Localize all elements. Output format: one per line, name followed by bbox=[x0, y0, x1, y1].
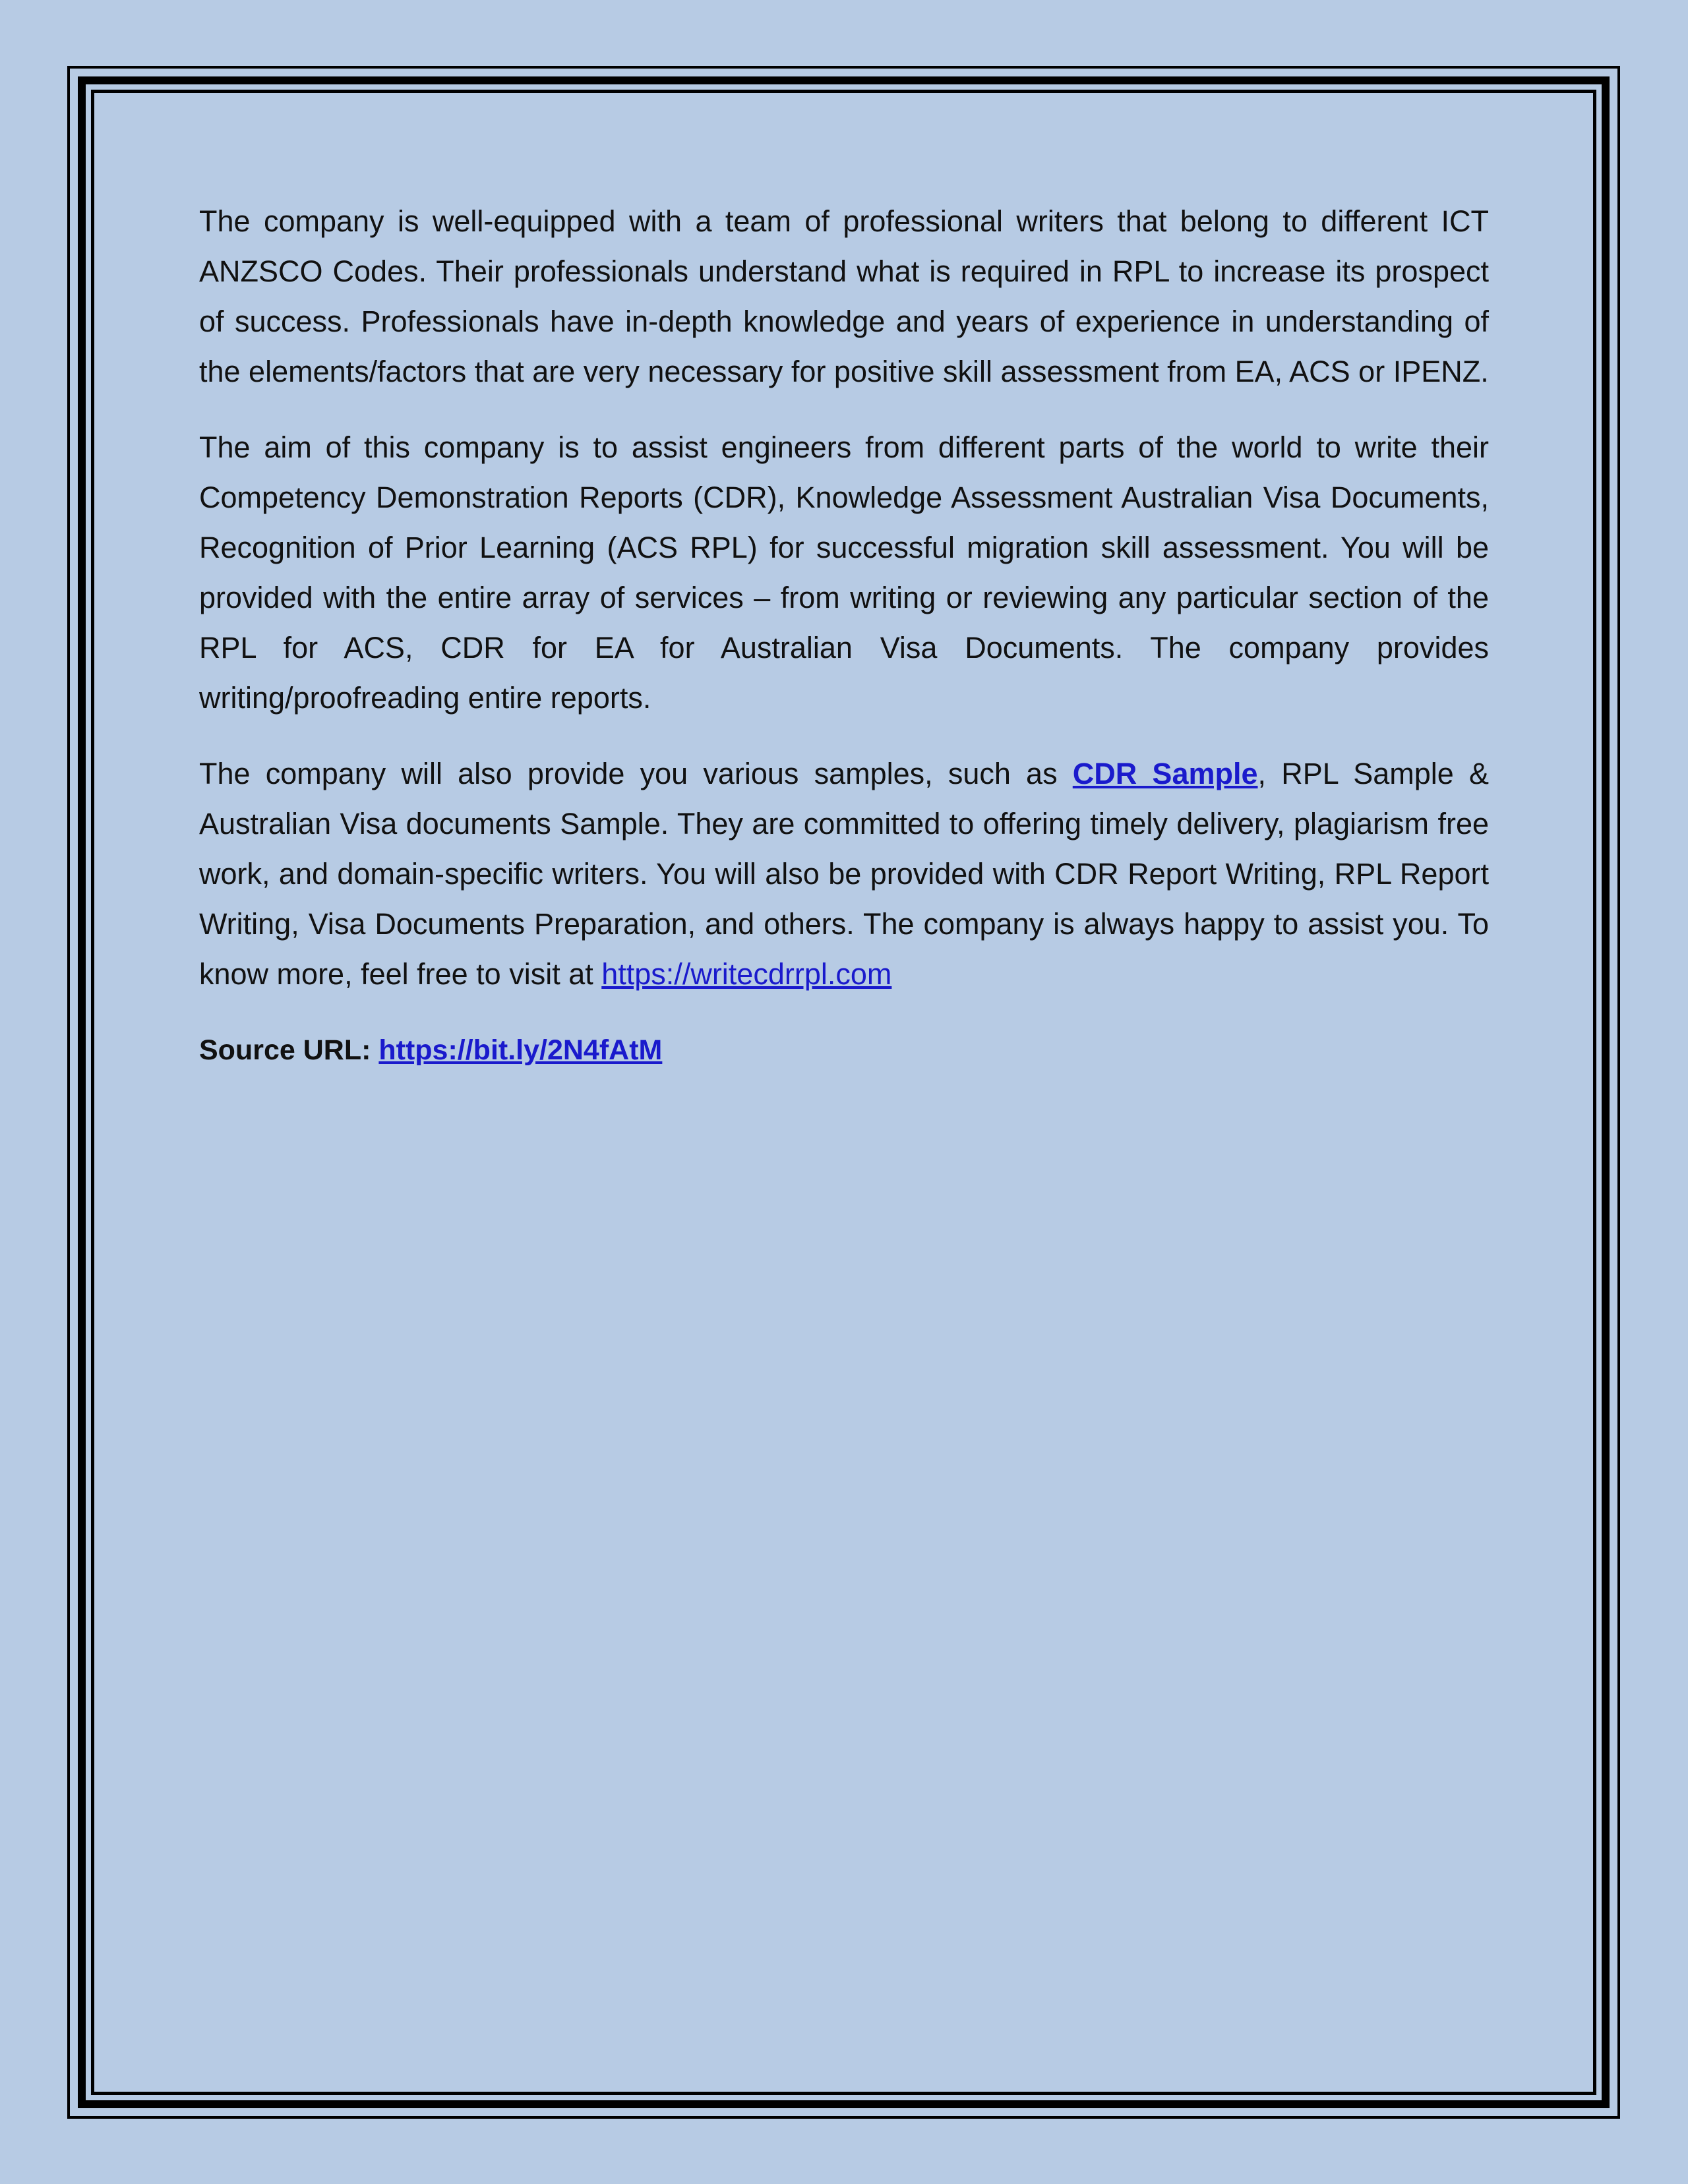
paragraph-company-overview: The company is well-equipped with a team of professional writers that belong to different ICT ANZSCO Codes. Their professionals understand what is required in RPL to increase its prospect of success. Professionals have in-depth knowledge and years of experience in understanding of the elements/factors that are very necessary for positive skill assessment from EA, ACS or IPENZ. bbox=[199, 204, 1489, 388]
paragraph-samples-text-end: , RPL Sample & Australian Visa documents Sample. They are committed to offering timely delivery, plagiarism free work, and domain-specific writers. You will also be provided with CDR Report Writing, RPL Report Writing, Visa Documents Preparation, and others. The company is always happy to assist you. To know more, feel free to visit at bbox=[199, 757, 1489, 991]
source-url-link[interactable]: https://bit.ly/2N4fAtM bbox=[378, 1034, 663, 1066]
document-body bbox=[199, 196, 1489, 1075]
paragraph-company-aim: The aim of this company is to assist engineers from different parts of the world to write their Competency Demonstration Reports (CDR), Knowledge Assessment Australian Visa Documents, Recognition of Prior Learning (ACS RPL) for successful migration skill assessment. You will be provided with the entire array of services – from writing or reviewing any particular section of the RPL for ACS, CDR for EA for Australian Visa Documents. The company provides writing/proofreading entire reports. bbox=[199, 430, 1489, 715]
source-url-line bbox=[199, 1025, 1489, 1075]
website-link[interactable]: https://writecdrrpl.com bbox=[601, 957, 892, 991]
paragraph-samples bbox=[199, 749, 1489, 999]
source-url-label: Source URL: bbox=[199, 1034, 379, 1066]
paragraph-samples-text-start: The company will also provide you various samples, such as bbox=[199, 757, 1073, 790]
cdr-sample-link[interactable]: CDR Sample bbox=[1072, 757, 1258, 790]
